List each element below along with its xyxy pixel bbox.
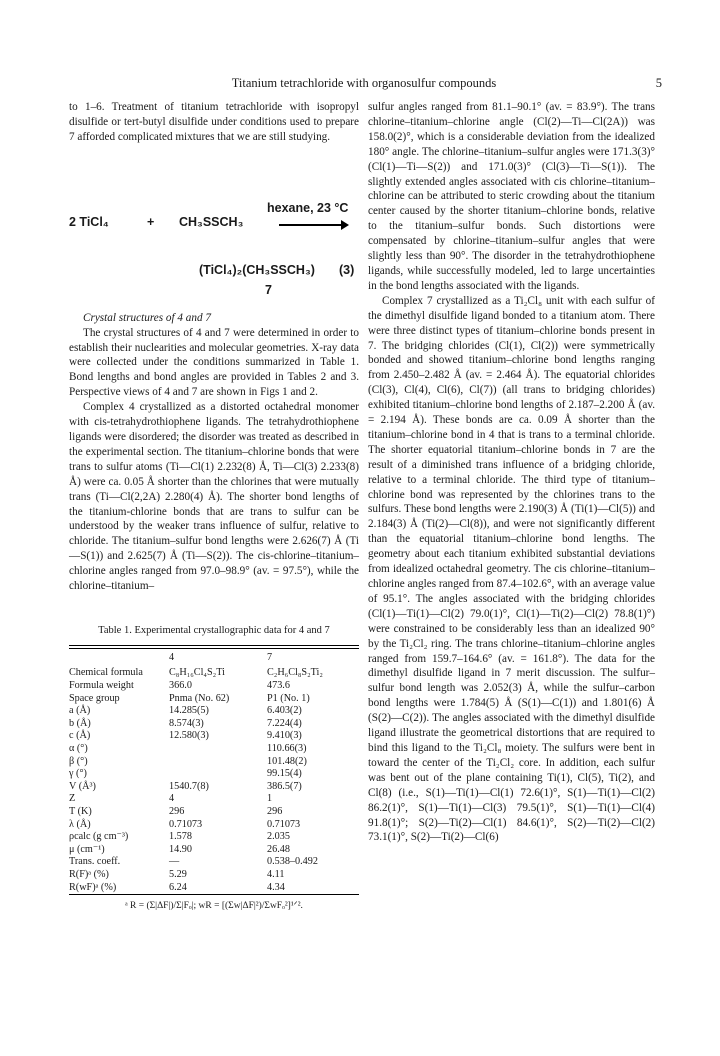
table-cell: Space group <box>69 692 120 704</box>
section-title: Crystal structures of 4 and 7 <box>83 311 211 324</box>
table-row <box>69 781 359 794</box>
table-header-row <box>69 649 359 668</box>
table-cell: 2.035 <box>267 831 290 843</box>
page-number: 5 <box>655 76 662 90</box>
table-row <box>69 819 359 832</box>
table-row <box>69 856 359 869</box>
table-cell: Chemical formula <box>69 667 143 679</box>
table-bottom-rule <box>69 894 359 895</box>
table-cell: 296 <box>169 805 185 817</box>
table-row <box>69 730 359 743</box>
table-cell: — <box>169 856 180 868</box>
plus-sign: + <box>147 214 155 229</box>
table-body <box>69 667 359 894</box>
table-cell: 6.403(2) <box>267 705 302 717</box>
table-row <box>69 793 359 806</box>
table-cell <box>169 768 267 781</box>
right-column <box>368 100 655 845</box>
intro-paragraph: to 1–6. Treatment of titanium tetrachloride with isopropyl disulfide or tert-butyl disulfide under conditions used to prepare 7 afforded complicated mixtures that we are still studying. <box>69 101 359 143</box>
table-row <box>69 806 359 819</box>
table-footnote: ᵃ R = (Σ|ΔF|)/Σ|Fₒ|; wR = [(Σw|ΔF|²)/ΣwFₒ²]¹ᐟ². <box>125 901 303 912</box>
table-cell: 0.71073 <box>267 818 301 830</box>
table-cell: 4 <box>169 793 175 805</box>
reaction-scheme <box>69 145 359 311</box>
table-cell: 0.71073 <box>169 818 203 830</box>
table-cell: Z <box>69 793 76 805</box>
table-row <box>69 667 359 680</box>
table-row <box>69 693 359 706</box>
table-cell: 26.48 <box>267 843 290 855</box>
paragraph: sulfur angles ranged from 81.1–90.1° (av. = 83.9°). The trans chlorine–titanium–chlorine angle (Cl(2)—Ti—Cl(2A)) was 158.0(2)°, which is a considerable deviation from the idealized 180° angle. The chlorine–titanium–sulfur angles were 171.3(3)° (Cl(1)—Ti—S(2)) and 171.0(3)° (Cl(3)—Ti—S(1)). The slightly extended angles associated with cis chlorine–titanium–chlorine can be attributed to steric crowding about the titanium center caused by the shorter titanium–chlorine bonds, relative to the titanium–sulfur bonds. Such distortions were compensated by chlorine–titanium–sulfur angles that were slightly less than 90°. The disorder in the tetrahydrothiophene ligands, while successfully modeled, led to large uncertainties in the bond lengths associated with the ligands. <box>368 101 655 292</box>
table-cell: 473.6 <box>267 680 290 692</box>
table-cell: 4.34 <box>267 881 285 893</box>
table-row <box>69 718 359 731</box>
table-cell <box>169 743 267 756</box>
table-row <box>69 831 359 844</box>
paragraph: Complex 4 crystallized as a distorted octahedral monomer with cis-tetrahydrothiophene ligands. The tetrahydrothiophene ligands were disordered; the disorder was treated as described in the experimental section. The titanium–chlorine bonds that were trans to sulfur atoms (Ti—Cl(1) 2.232(8) Å, Ti—Cl(3) 2.233(8) Å) were ca. 0.05 Å shorter than the chlorines that were mutually trans (Ti—Cl(2,2A) 2.280(4) Å). The shorter bond lengths of the titanium-chlorine bonds that are trans to sulfur can be understood by the weaker trans influence of sulfur, relative to chloride. The titanium–sulfur bond lengths were 2.626(7) Å (Ti—S(1)) and 2.625(7) Å (Ti—S(2)). The cis-chlorine–titanium–chlorine angles ranged from 97.0–98.9° (av. = 97.5°), while the chlorine–titanium– <box>69 401 359 593</box>
table-cell: 0.538–0.492 <box>267 856 318 868</box>
table-cell: 1.578 <box>169 831 192 843</box>
table-cell: μ (cm⁻¹) <box>69 843 105 855</box>
table-header-cell: 4 <box>169 651 175 663</box>
table-cell <box>169 756 267 769</box>
table-cell: 14.285(5) <box>169 705 209 717</box>
table-cell: 7.224(4) <box>267 717 302 729</box>
left-column <box>69 100 359 914</box>
table-cell: 296 <box>267 805 283 817</box>
table-caption: Table 1. Experimental crystallographic data for 4 and 7 <box>98 624 330 636</box>
table-row <box>69 869 359 882</box>
product-formula: (TiCl₄)₂(CH₃SSCH₃) <box>199 262 315 277</box>
table-cell: 1 <box>267 793 273 805</box>
table-cell: b (Å) <box>69 717 91 729</box>
table-cell: 101.48(2) <box>267 755 307 767</box>
paragraph: Complex 7 crystallized as a Ti₂Cl₈ unit with each sulfur of the dimethyl disulfide ligand bonded to a titanium atom. There were three distinct types of titanium–chlorine bonds present in 7. The bridging chlorides (Cl(1), Cl(2)) were symmetrically bonded and showed titanium–chlorine bond lengths ranging from 2.450–2.482 Å (av. = 2.464 Å). The equatorial chlorides (Cl(3), Cl(4), Cl(6), Cl(7)) (all trans to bridging chlorides) exhibited titanium–chlorine bond lengths of 2.187–2.200 Å (av. = 2.194 Å). These bonds are ca. 0.09 Å shorter than the titanium–chlorine bond in 4 that is trans to a terminal chloride. The shorter equatorial titanium–chlorine bonds in 7 are the result of a diminished trans influence of a bridging chloride, relative to a terminal chloride. The third type of titanium–chlorine bond was represented by the chlorines trans to the sulfurs. These bond lengths were 2.190(3) Å (Ti(1)—Cl(5)) and 2.184(3) Å (Ti(2)—Cl(8)), and were not significantly different than the equatorial titanium–chlorine bond lengths. The geometry about each titanium exhibited substantial deviations from idealized octahedral geometry. The cis chlorine–titanium–chlorine angles ranged from 87.4–102.6°, with an average value of 95.1°. The angles associated with the bridging chlorides (Cl(1)—Ti(1)—Cl(2) 79.0(1)°, Cl(1)—Ti(2)—Cl(2) 78.8(1)°) were constrained to be considerably less than an idealized 90° by the Ti₂Cl₂ ring. The trans chlorine–titanium–chlorine angles ranged from 159.7–164.6° (av. = 161.8°). The data for the dimethyl disulfide ligand in 7 merit discussion. The sulfur–sulfur bond length was 2.052(3) Å, while the sulfur–carbon bond lengths were 1.784(5) Å (S(1)—C(1)) and 1.801(6) Å (S(2)—C(2)). The angles associated with the dimethyl disulfide ligand illustrate the geometrical distortions that are required to bind this ligand to the Ti₂Cl₈ moiety. The sulfurs were bent in toward the center of the Ti₂Cl₂ core. In addition, each sulfur was bent out of the plane containing Ti(1), Cl(5), Ti(2), and Cl(8) (i.e., S(1)—Ti(1)—Cl(1) 72.6(1)°, S(1)—Ti(1)—Cl(2) 86.2(1)°, S(1)—Ti(1)—Cl(3) 79.5(1)°, S(1)—Ti(1)—Cl(4) 91.8(1)°; S(2)—Ti(2)—Cl(1) 84.6(1)°, S(2)—Ti(2)—Cl(2) 73.1(1)°, S(2)—Ti(2)—Cl(6) <box>368 294 655 844</box>
reaction-arrow <box>279 224 347 226</box>
table-cell: λ (Å) <box>69 818 91 830</box>
table-row <box>69 705 359 718</box>
table-cell: 386.5(7) <box>267 780 302 792</box>
compound-number: 7 <box>265 282 272 297</box>
table-cell: V (Å³) <box>69 780 96 792</box>
table-cell: 5.29 <box>169 868 187 880</box>
page-header <box>66 76 662 94</box>
table-cell: 12.580(3) <box>169 730 209 742</box>
reactant-1: 2 TiCl₄ <box>69 214 109 229</box>
table-cell: c (Å) <box>69 730 91 742</box>
crystallographic-data-table <box>69 649 359 894</box>
table-cell: Pnma (No. 62) <box>169 692 230 704</box>
table-cell: P1 (No. 1) <box>267 692 310 704</box>
table-cell: 8.574(3) <box>169 717 204 729</box>
reaction-conditions: hexane, 23 °C <box>267 200 349 215</box>
table-cell: Trans. coeff. <box>69 856 121 868</box>
table-row <box>69 756 359 769</box>
table-cell: R(F)ᵃ (%) <box>69 868 109 880</box>
paragraph: The crystal structures of 4 and 7 were determined in order to establish their nuclearities and molecular geometries. X-ray data were collected under the conditions summarized in Table 1. Bond lengths and bond angles are provided in Tables 2 and 3. Perspective views of 4 and 7 are shown in Figs 1 and 2. <box>69 326 359 399</box>
table-row <box>69 844 359 857</box>
table-cell: 110.66(3) <box>267 743 307 754</box>
table-row <box>69 882 359 895</box>
equation-number: (3) <box>339 262 355 277</box>
table-header-cell: 7 <box>267 651 273 663</box>
table-cell: Formula weight <box>69 680 134 692</box>
table-cell: 1540.7(8) <box>169 780 209 792</box>
table-cell: ρcalc (g cm⁻³) <box>69 831 129 843</box>
table-cell: 4.11 <box>267 868 285 880</box>
table-cell: β (°) <box>69 755 88 767</box>
table-cell: C₈H₁₆Cl₄S₂Ti <box>169 667 225 679</box>
table-cell: α (°) <box>69 743 88 754</box>
table-row <box>69 743 359 756</box>
table-cell: a (Å) <box>69 705 91 717</box>
table-cell: 14.90 <box>169 843 192 855</box>
table-row <box>69 768 359 781</box>
table-cell: γ (°) <box>69 768 87 780</box>
reactant-2: CH₃SSCH₃ <box>179 214 244 229</box>
table-cell: C₂H₆Cl₈S₂Ti₂ <box>267 667 323 679</box>
table-cell: 366.0 <box>169 680 192 692</box>
table-cell: 9.410(3) <box>267 730 302 742</box>
table-header-cell <box>69 649 169 668</box>
table-cell: R(wF)ᵃ (%) <box>69 881 117 893</box>
table-row <box>69 680 359 693</box>
running-title: Titanium tetrachloride with organosulfur compounds <box>231 76 497 90</box>
table-cell: 99.15(4) <box>267 768 302 780</box>
table-cell: T (K) <box>69 805 92 817</box>
table-cell: 6.24 <box>169 881 187 893</box>
